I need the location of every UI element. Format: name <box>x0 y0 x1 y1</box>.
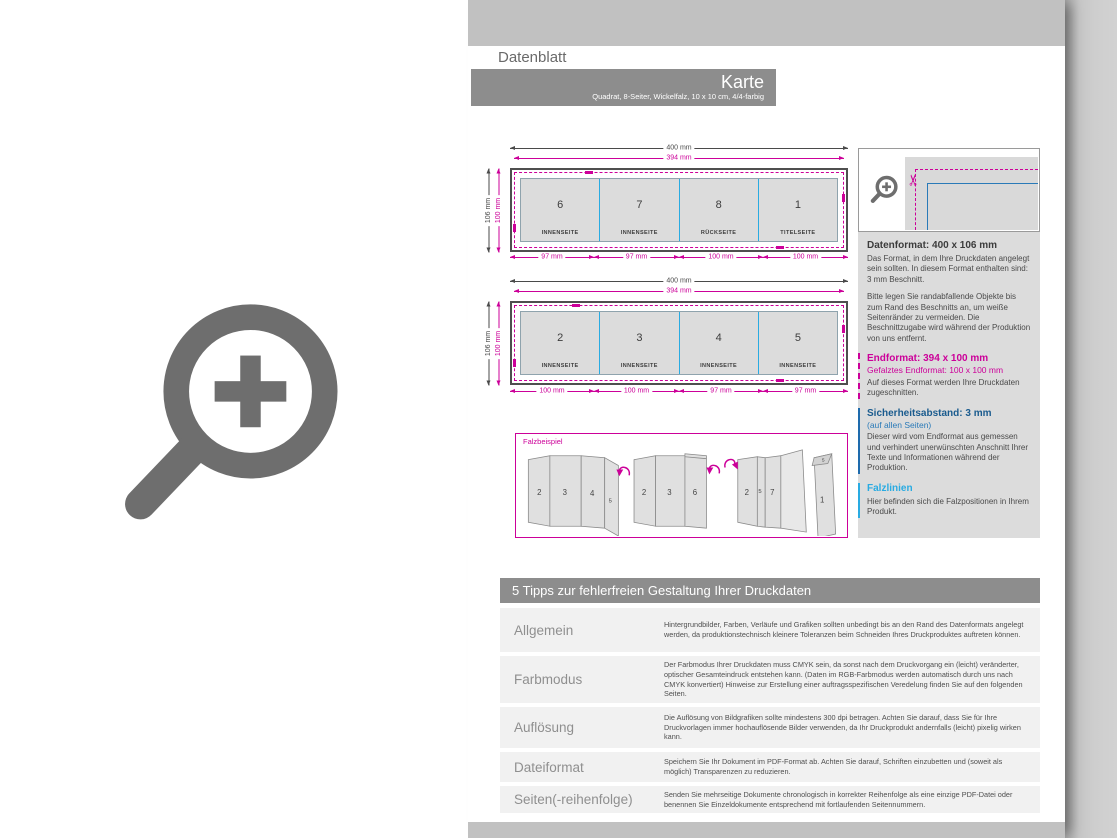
table-row <box>500 608 1040 652</box>
dimension-line <box>763 253 848 261</box>
dim-label: 100 mm <box>621 388 652 396</box>
background <box>1065 0 1117 838</box>
panel <box>680 312 759 374</box>
dim-label: 394 mm <box>663 155 694 163</box>
dim-label: 394 mm <box>663 288 694 296</box>
svg-text:6: 6 <box>692 487 698 497</box>
panel-area <box>520 178 838 242</box>
panel <box>759 312 837 374</box>
bottom-band <box>468 822 1065 838</box>
section-sicherheitsabstand <box>858 408 1032 474</box>
section-text: Auf dieses Format werden Ihre Druckdaten zugeschnitten. <box>867 377 1020 398</box>
svg-text:4: 4 <box>589 488 595 498</box>
panel <box>521 179 600 241</box>
tab-label: Datenblatt <box>498 49 567 66</box>
fold-mark <box>842 194 845 202</box>
svg-text:3: 3 <box>667 487 672 497</box>
page-label: INNENSEITE <box>779 363 817 369</box>
fold-example-label: Falzbeispiel <box>523 437 563 446</box>
product-subtitle: Quadrat, 8-Seiter, Wickelfalz, 10 x 10 cm, 4/4-farbig <box>592 92 764 101</box>
table-row <box>500 707 1040 748</box>
preview-area <box>0 0 468 838</box>
dimension-line <box>679 387 763 395</box>
section-endformat <box>858 353 1032 398</box>
paper-corner <box>905 157 1038 230</box>
section-subtitle: (auf allen Seiten) <box>867 419 932 430</box>
svg-text:2: 2 <box>744 487 749 497</box>
tip-text: Die Auflösung von Bildgrafiken sollte mindestens 300 dpi betragen. Achten Sie darauf, dass Sie für Ihre Druckvorlagen immer hochauflösende Bilder verwenden, da Ihr Druckprodukt andernfalls (leicht) pixelig wirken kann. <box>664 712 1021 742</box>
section-falzlinien <box>858 483 1032 518</box>
dimension-line <box>679 253 763 261</box>
fold-mark <box>776 246 784 249</box>
dimension-line <box>510 144 848 152</box>
dim-label: 97 mm <box>538 254 565 262</box>
section-title: Falzlinien <box>867 482 913 494</box>
dim-label: 97 mm <box>707 388 734 396</box>
svg-text:2: 2 <box>537 487 542 497</box>
fold-mark <box>572 304 580 307</box>
dim-label: 100 mm <box>705 254 736 262</box>
page-label: INNENSEITE <box>541 363 579 369</box>
datasheet-page <box>468 0 1065 838</box>
dim-label: 97 mm <box>792 388 819 396</box>
format-info-panel <box>858 232 1040 538</box>
page-label: RÜCKSEITE <box>700 230 737 236</box>
tip-text: Hintergrundbilder, Farben, Verläufe und Grafiken sollten unbedingt bis an den Rand des Datenformats angelegt werden, da produktionstechnisch kleinere Toleranzen beim Schneiden Ihres Druckproduktes auftreten können. <box>664 620 1024 639</box>
dimension-line <box>485 302 493 386</box>
section-title: Sicherheitsabstand: 3 mm <box>867 407 992 419</box>
dim-label: 100 mm <box>495 195 503 226</box>
tip-label: Seiten(-reihenfolge) <box>514 792 633 807</box>
dimension-line <box>594 387 679 395</box>
dimension-line <box>514 287 844 295</box>
section-subtitle: Gefalztes Endformat: 100 x 100 mm <box>867 365 1004 376</box>
dim-label: 400 mm <box>663 145 694 153</box>
page-label: TITELSEITE <box>780 230 816 236</box>
svg-text:5: 5 <box>608 498 612 505</box>
svg-text:5: 5 <box>758 488 762 495</box>
tip-label: Farbmodus <box>514 672 583 687</box>
dimension-line <box>763 387 848 395</box>
top-band <box>468 0 1065 46</box>
panel <box>521 312 600 374</box>
endformat-corner-line <box>927 183 1038 230</box>
page-number: 1 <box>794 199 801 211</box>
fold-example-illustration <box>516 444 847 536</box>
scissors-icon: ✂ <box>905 173 923 187</box>
table-row <box>500 656 1040 703</box>
page-number: 2 <box>557 332 564 344</box>
table-row <box>500 786 1040 813</box>
section-text: Hier befinden sich die Falzpositionen in Ihrem Produkt. <box>867 496 1029 517</box>
tip-text: Senden Sie mehrseitige Dokumente chronologisch in korrekter Reihenfolge als eine einzige PDF-Datei oder benennen Sie Einzeldokumente entsprechend mit fortlaufenden Seitennummern. <box>664 789 1013 809</box>
dimension-line <box>495 169 503 253</box>
dim-label: 400 mm <box>663 278 694 286</box>
dim-label: 106 mm <box>485 328 493 359</box>
tips-title: 5 Tipps zur fehlerfreien Gestaltung Ihrer Druckdaten <box>512 583 812 598</box>
dim-label: 100 mm <box>790 254 821 262</box>
fold-mark <box>513 359 516 367</box>
product-title: Karte <box>720 72 764 92</box>
section-datenformat <box>867 240 1032 344</box>
zoom-plus-icon[interactable] <box>102 278 358 556</box>
zoom-plus-icon <box>868 173 900 207</box>
fold-mark <box>776 379 784 382</box>
tip-label: Allgemein <box>514 622 574 638</box>
page-number: 5 <box>794 332 801 344</box>
dimension-line <box>495 302 503 386</box>
sheet-datenformat <box>510 168 848 252</box>
page-number: 3 <box>636 332 643 344</box>
fold-mark <box>513 224 516 232</box>
tip-label: Dateiformat <box>514 759 584 775</box>
fold-mark <box>842 325 845 333</box>
page-label: INNENSEITE <box>700 363 738 369</box>
dim-label: 100 mm <box>536 388 567 396</box>
panel <box>680 179 759 241</box>
svg-text:3: 3 <box>562 487 567 497</box>
section-text: Das Format, in dem Ihre Druckdaten angelegt sein sollten. In diesem Format enthalten sind: 3 mm Beschnitt. <box>867 254 1030 284</box>
tip-text: Speichern Sie Ihr Dokument im PDF-Format ab. Achten Sie darauf, Schriften einzubetten und (soweit als möglich) Transparenzen zu reduzieren. <box>664 757 1003 776</box>
dimension-line <box>510 253 594 261</box>
fold-example-box <box>515 433 848 538</box>
dim-label: 106 mm <box>485 195 493 226</box>
tip-label: Auflösung <box>514 720 575 735</box>
section-title: Endformat: 394 x 100 mm <box>867 353 989 365</box>
svg-text:1: 1 <box>819 495 825 505</box>
fold-mark <box>585 171 593 174</box>
dimension-line <box>485 169 493 253</box>
page-number: 7 <box>636 199 643 211</box>
tips-header-bar <box>500 578 1040 603</box>
dimension-line <box>510 387 594 395</box>
title-bar <box>471 69 776 106</box>
svg-text:5: 5 <box>821 458 825 464</box>
panel-area <box>520 311 838 375</box>
svg-text:2: 2 <box>641 487 647 497</box>
table-row <box>500 752 1040 782</box>
tip-text: Der Farbmodus Ihrer Druckdaten muss CMYK sein, da sonst nach dem Druckvorgang ein (leicht) veränderter, optischer Gesamteindruck entstehen kann. (Daten im RGB-Farbmodus werden automatisch durch uns nach CMYK konvertiert) Hinweise zur Erstellung einer auftragsspezifischen Veredelung finden Sie auf den folgenden Seiten. <box>664 659 1023 699</box>
dim-label: 100 mm <box>495 328 503 359</box>
dimension-line <box>514 154 844 162</box>
panel <box>759 179 837 241</box>
page-number: 6 <box>557 199 564 211</box>
section-text: Dieser wird vom Endformat aus gemessen und verhindert unerwünschten Anschnitt Ihrer Texte und Informationen während der Produktion. <box>867 432 1028 473</box>
page-number: 8 <box>715 199 722 211</box>
section-text: Bitte legen Sie randabfallende Objekte bis zum Rand des Beschnitts an, um weiße Seitenränder zu vermeiden. Die Beschnittzugabe wird während der Produktion von uns entfernt. <box>867 292 1031 343</box>
sheet-datenformat <box>510 301 848 385</box>
page-label: INNENSEITE <box>541 230 579 236</box>
dimension-line <box>594 253 679 261</box>
panel <box>600 179 679 241</box>
page-label: INNENSEITE <box>620 230 658 236</box>
dim-label: 97 mm <box>623 254 650 262</box>
page-label: INNENSEITE <box>620 363 658 369</box>
page-number: 4 <box>715 332 722 344</box>
dimension-line <box>510 277 848 285</box>
panel <box>600 312 679 374</box>
section-title: Datenformat: 400 x 106 mm <box>867 240 998 251</box>
sidebar-info-graphic <box>858 148 1040 232</box>
tab-datenblatt <box>490 46 591 69</box>
svg-text:7: 7 <box>770 487 775 497</box>
